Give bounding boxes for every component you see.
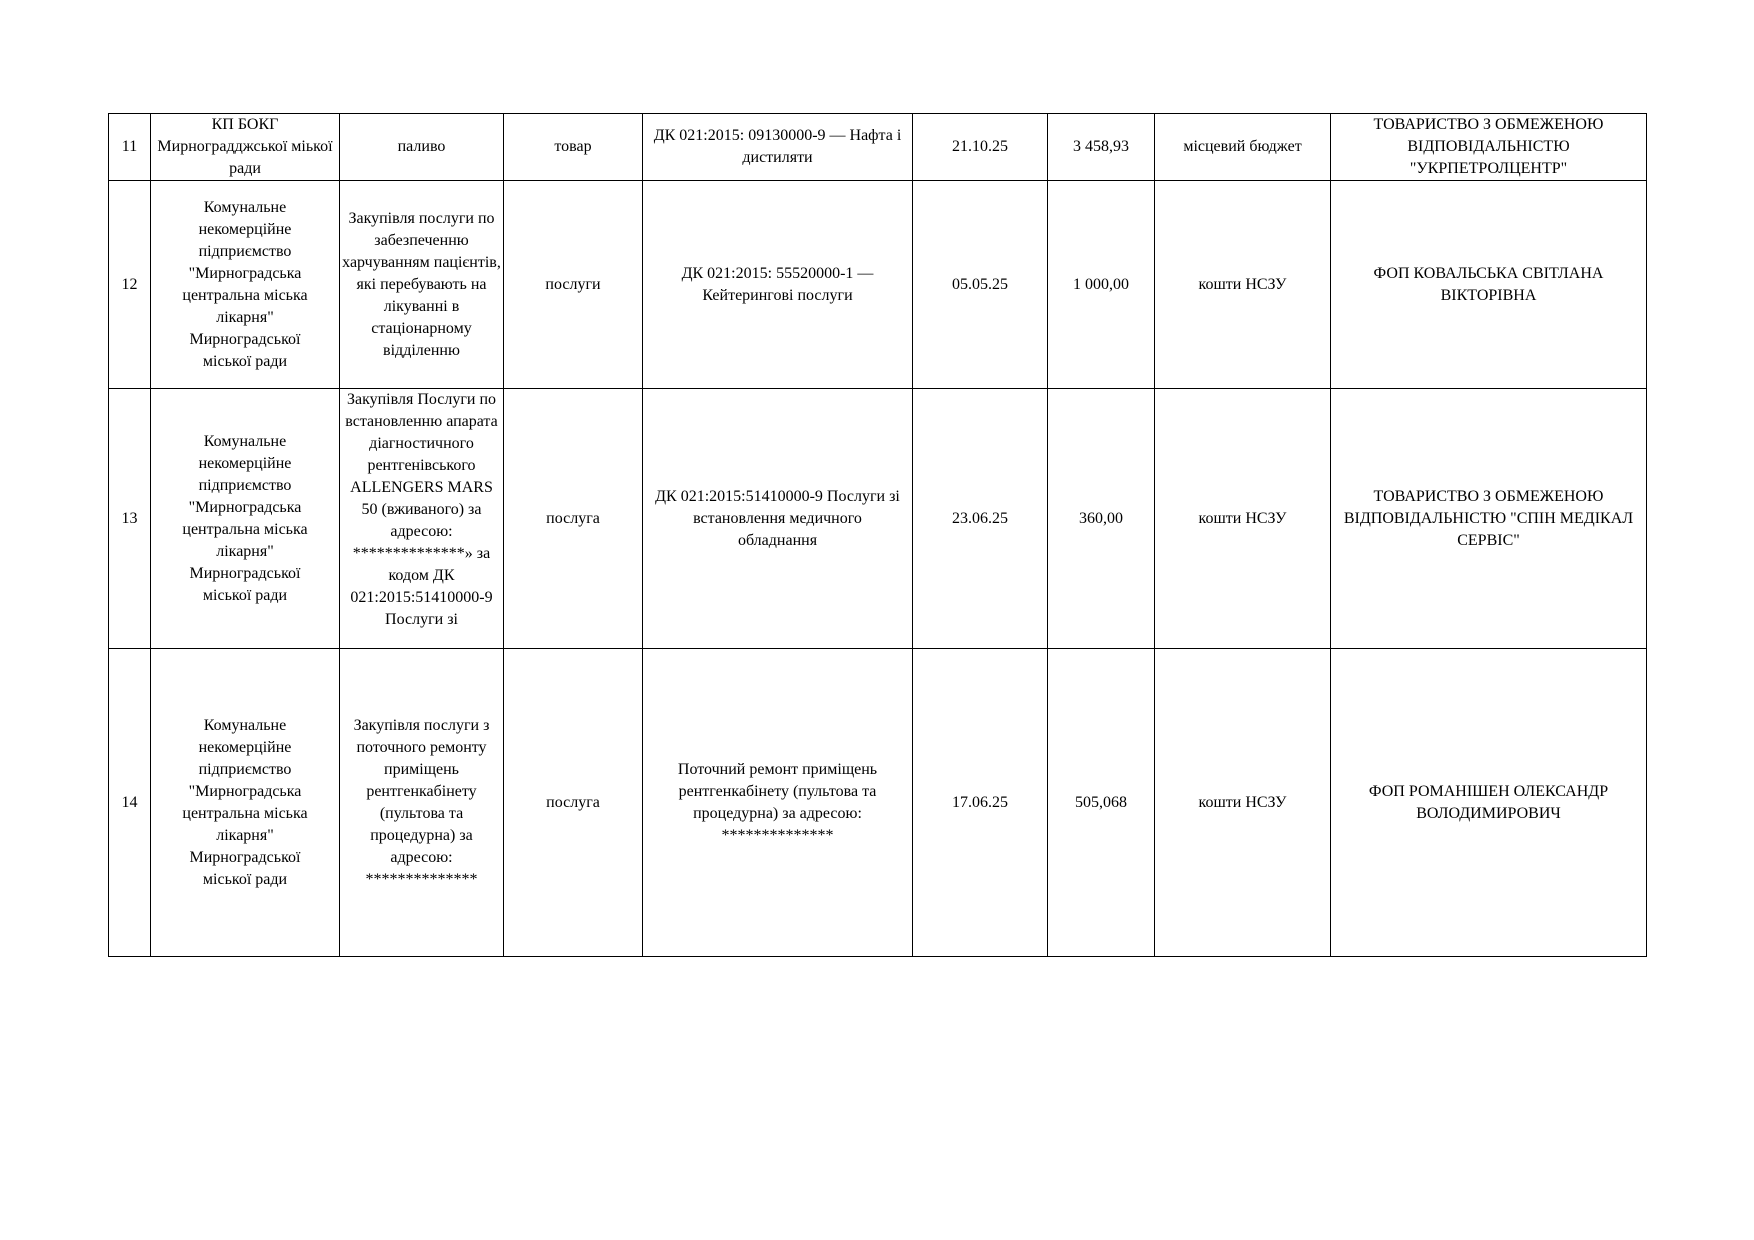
amount-cell: 1 000,00: [1048, 181, 1155, 389]
type-cell: послуги: [504, 181, 643, 389]
customer-cell: Комунальне некомерційне підприємство "Мирноградська центральна міська лікарня" Мирноградської міської ради: [151, 389, 340, 649]
type-cell: послуга: [504, 389, 643, 649]
supplier-cell: ТОВАРИСТВО З ОБМЕЖЕНОЮ ВІДПОВІДАЛЬНІСТЮ "СПІН МЕДІКАЛ СЕРВІС": [1331, 389, 1647, 649]
date-cell: 05.05.25: [913, 181, 1048, 389]
supplier-cell: ТОВАРИСТВО З ОБМЕЖЕНОЮ ВІДПОВІДАЛЬНІСТЮ "УКРПЕТРОЛЦЕНТР": [1331, 114, 1647, 181]
subject-cell: [340, 389, 504, 649]
amount-cell: 360,00: [1048, 389, 1155, 649]
table-row: [109, 389, 1647, 649]
table-row: [109, 649, 1647, 957]
table-row: [109, 114, 1647, 181]
procurement-table: [108, 113, 1647, 957]
customer-cell: КП БОКГ Мирноградджської міької ради: [151, 114, 340, 181]
cpv-code-cell: ДК 021:2015: 09130000-9 — Нафта і дистиляти: [643, 114, 913, 181]
amount-cell: 505,068: [1048, 649, 1155, 957]
subject-cell: Закупівля послуги по забезпеченню харчуванням пацієнтів, які перебувають на лікуванні в стаціонарному відділенню: [340, 181, 504, 389]
amount-cell: 3 458,93: [1048, 114, 1155, 181]
row-number: 14: [109, 649, 151, 957]
row-number: 13: [109, 389, 151, 649]
funding-source-cell: кошти НСЗУ: [1155, 649, 1331, 957]
type-cell: послуга: [504, 649, 643, 957]
cpv-code-cell: ДК 021:2015: 55520000-1 — Кейтерингові послуги: [643, 181, 913, 389]
type-cell: товар: [504, 114, 643, 181]
cpv-code-cell: ДК 021:2015:51410000-9 Послуги зі встановлення медичного обладнання: [643, 389, 913, 649]
date-cell: 23.06.25: [913, 389, 1048, 649]
funding-source-cell: місцевий бюджет: [1155, 114, 1331, 181]
date-cell: 17.06.25: [913, 649, 1048, 957]
supplier-cell: ФОП РОМАНІШЕН ОЛЕКСАНДР ВОЛОДИМИРОВИЧ: [1331, 649, 1647, 957]
row-number: 12: [109, 181, 151, 389]
cpv-code-cell: Поточний ремонт приміщень рентгенкабінету (пультова та процедурна) за адресою: **************: [643, 649, 913, 957]
customer-cell: Комунальне некомерційне підприємство "Мирноградська центральна міська лікарня" Мирноградської міської ради: [151, 181, 340, 389]
funding-source-cell: кошти НСЗУ: [1155, 389, 1331, 649]
supplier-cell: ФОП КОВАЛЬСЬКА СВІТЛАНА ВІКТОРІВНА: [1331, 181, 1647, 389]
subject-cell: Закупівля послуги з поточного ремонту приміщень рентгенкабінету (пультова та процедурна) за адресою: **************: [340, 649, 504, 957]
subject-cell: паливо: [340, 114, 504, 181]
date-cell: 21.10.25: [913, 114, 1048, 181]
table-row: [109, 181, 1647, 389]
row-number: 11: [109, 114, 151, 181]
subject-text: Закупівля Послуги по встановленню апарата діагностичного рентгенівського ALLENGERS MARS 50 (вживаного) за адресою: **************» за кодом ДК 021:2015:51410000-9 Послуги зі: [345, 391, 498, 628]
customer-cell: Комунальне некомерційне підприємство "Мирноградська центральна міська лікарня" Мирноградської міської ради: [151, 649, 340, 957]
funding-source-cell: кошти НСЗУ: [1155, 181, 1331, 389]
